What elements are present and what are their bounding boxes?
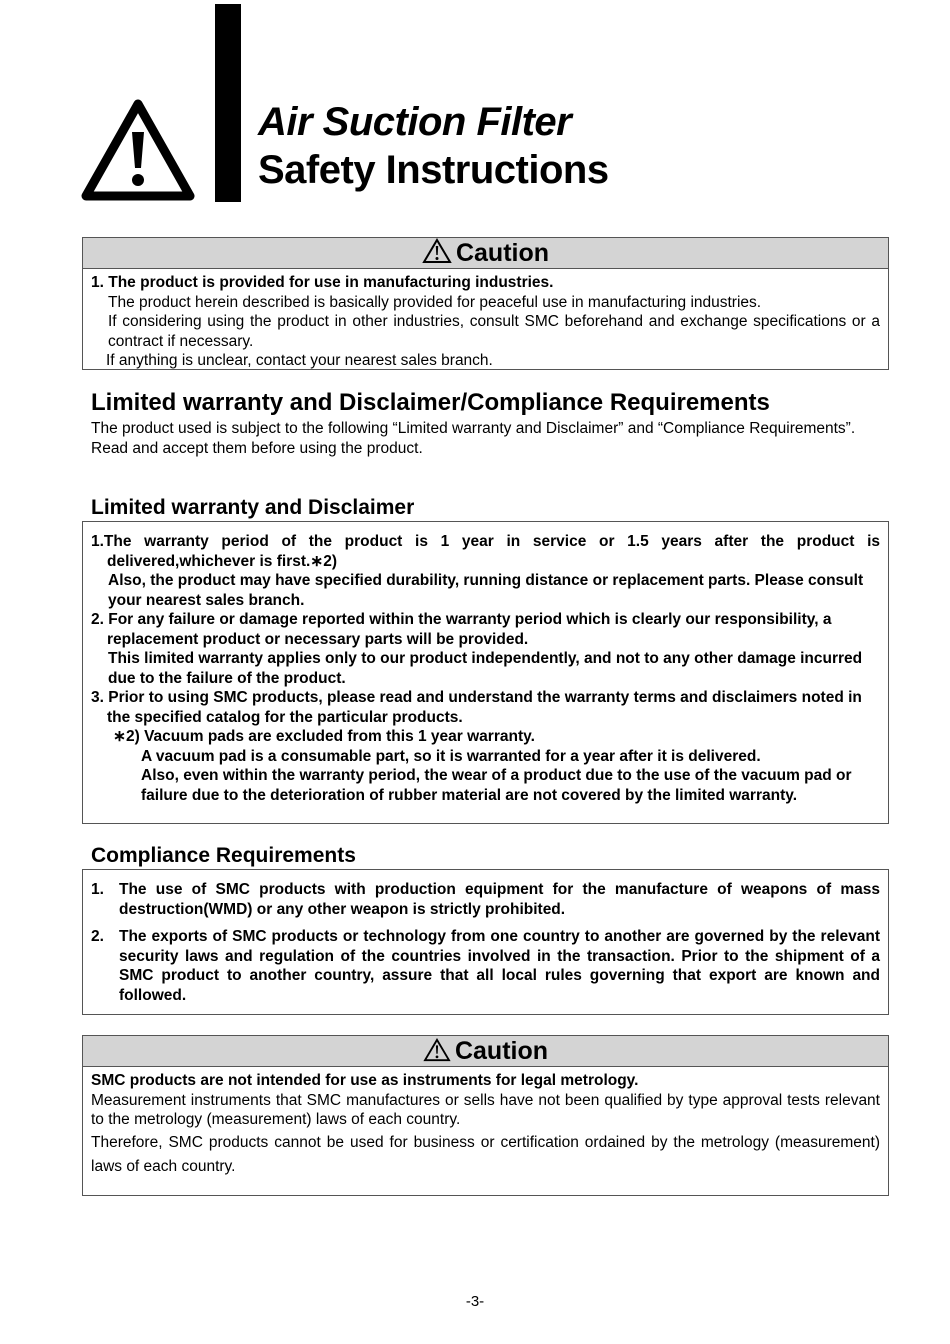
compliance-heading: Compliance Requirements xyxy=(91,844,356,867)
compliance-item-number: 2. xyxy=(91,928,104,945)
compliance-item xyxy=(91,880,880,919)
caution-text: The product herein described is basically provided for peaceful use in manufacturing industries. xyxy=(108,293,762,311)
caution-box-metrology xyxy=(82,1035,889,1196)
caution-header xyxy=(83,238,888,269)
caution-text: If considering using the product in other industries, consult SMC beforehand and exchange specifications or a contract if necessary. xyxy=(108,313,880,350)
intro-text: The product used is subject to the following “Limited warranty and Disclaimer” and “Compliance Requirements”. xyxy=(91,420,856,437)
compliance-box xyxy=(82,869,889,1015)
page-title: Air Suction Filter xyxy=(258,100,572,144)
title-bar xyxy=(215,4,241,202)
compliance-item-number: 1. xyxy=(91,881,104,898)
compliance-item-text: The exports of SMC products or technology from one country to another are governed by the relevant security laws and regulation of the countries involved in the transaction. Prior to the shipment of a SMC product to another country, assure that all local rules governing that export are known and followed. xyxy=(119,928,880,1004)
caution-icon xyxy=(422,238,452,264)
intro-text: Read and accept them before using the product. xyxy=(91,439,423,457)
caution-bold-line: SMC products are not intended for use as instruments for legal metrology. xyxy=(91,1072,639,1089)
caution-heading: Caution xyxy=(454,1037,549,1065)
warranty-item: 1.The warranty period of the product is 1 year in service or 1.5 years after the product is delivered,whichever is first.∗2) xyxy=(91,533,880,570)
warranty-heading: Limited warranty and Disclaimer xyxy=(91,496,415,519)
warranty-note: A vacuum pad is a consumable part, so it is warranted for a year after it is delivered. xyxy=(141,747,761,765)
compliance-item-text: The use of SMC products with production equipment for the manufacture of weapons of mass destruction(WMD) or any other weapon is strictly prohibited. xyxy=(119,881,880,918)
caution-text: Measurement instruments that SMC manufactures or sells have not been qualified by type approval tests relevant to the metrology (measurement) laws of each country. xyxy=(91,1091,880,1128)
caution-text: Therefore, SMC products cannot be used for business or certification ordained by the metrology (measurement) laws of each country. xyxy=(91,1133,880,1175)
warranty-note-title: ∗2) Vacuum pads are excluded from this 1 year warranty. xyxy=(113,728,535,745)
caution-header xyxy=(83,1036,888,1067)
caution-text: If anything is unclear, contact your nearest sales branch. xyxy=(106,352,493,369)
page-subtitle: Safety Instructions xyxy=(258,148,609,192)
page-number: -3- xyxy=(465,1293,485,1310)
caution-heading: Caution xyxy=(455,239,550,267)
warning-triangle-icon xyxy=(80,98,196,202)
warranty-item: This limited warranty applies only to our product independently, and not to any other damage incurred due to the failure of the product. xyxy=(108,650,863,687)
warranty-item: Also, the product may have specified durability, running distance or replacement parts. Please consult your nearest sales branch. xyxy=(108,572,864,609)
caution-icon xyxy=(423,1038,451,1062)
warranty-note: Also, even within the warranty period, the wear of a product due to the use of the vacuum pad or failure due to the deterioration of rubber material are not covered by the limited warranty. xyxy=(141,767,852,804)
warranty-item: 2. For any failure or damage reported within the warranty period which is clearly our responsibility, a replacement product or necessary parts will be provided. xyxy=(91,611,832,648)
compliance-item xyxy=(91,927,880,1005)
caution-box xyxy=(82,237,889,370)
warranty-item: 3. Prior to using SMC products, please read and understand the warranty terms and disclaimers noted in the specified catalog for the particular products. xyxy=(91,689,862,726)
warranty-box xyxy=(82,521,889,824)
section-heading: Limited warranty and Disclaimer/Compliance Requirements xyxy=(91,389,770,416)
caution-item-title: 1. The product is provided for use in manufacturing industries. xyxy=(91,274,554,291)
